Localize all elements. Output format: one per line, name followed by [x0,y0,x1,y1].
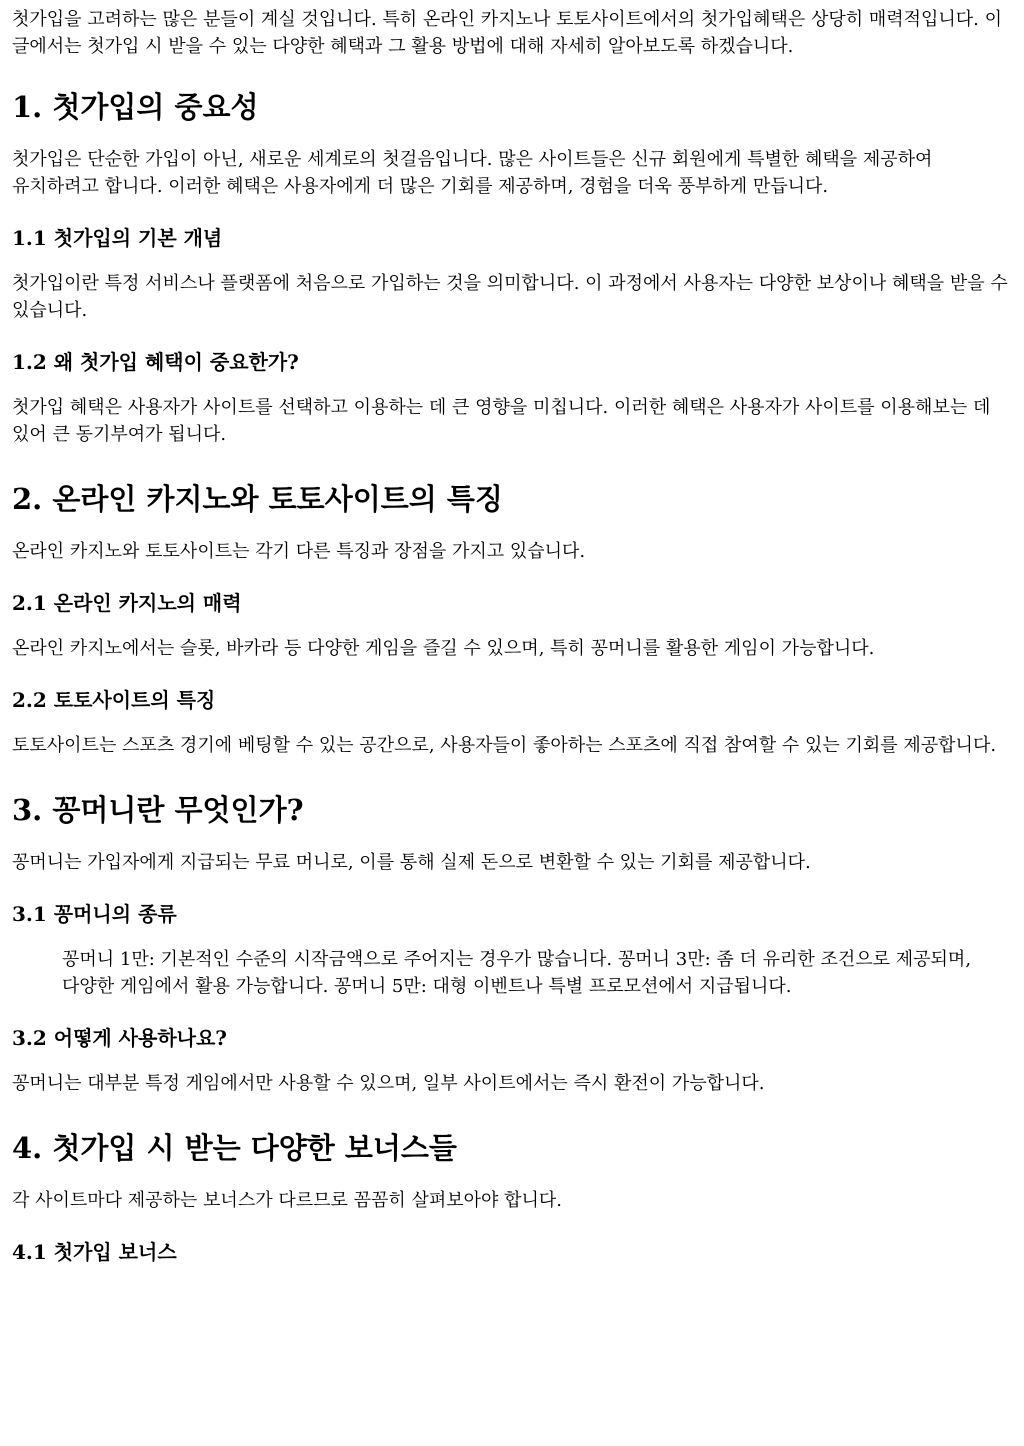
intro-paragraph: 첫가입을 고려하는 많은 분들이 계실 것입니다. 특히 온라인 카지노나 토토사이트에서의 첫가입혜택은 상당히 매력적입니다. 이 글에서는 첫가입 시 받을 수 있는 다양한 혜택과 그 활용 방법에 대해 자세히 알아보도록 하겠습니다. [12,9,1002,57]
subsection-3-1-quote: 꽁머니 1만: 기본적인 수준의 시작금액으로 주어지는 경우가 많습니다. 꽁머니 3만: 좀 더 유리한 조건으로 제공되며, 다양한 게임에서 활용 가능합니다. 꽁머니 5만: 대형 이벤트나 특별 프로모션에서 지급됩니다. [62,949,972,997]
subsection-2-1-paragraph: 온라인 카지노에서는 슬롯, 바카라 등 다양한 게임을 즐길 수 있으며, 특히 꽁머니를 활용한 게임이 가능합니다. [12,638,875,659]
section-4-paragraph: 각 사이트마다 제공하는 보너스가 다르므로 꼼꼼히 살펴보아야 합니다. [12,1190,563,1211]
subsection-2-1-heading: 2.1 온라인 카지노의 매력 [12,591,242,615]
subsection-3-2-paragraph: 꽁머니는 대부분 특정 게임에서만 사용할 수 있으며, 일부 사이트에서는 즉시 환전이 가능합니다. [12,1073,765,1094]
section-3-heading: 3. 꽁머니란 무엇인가? [12,793,304,827]
section-2-paragraph: 온라인 카지노와 토토사이트는 각기 다른 특징과 장점을 가지고 있습니다. [12,541,586,562]
subsection-4-1-heading: 4.1 첫가입 보너스 [12,1240,177,1264]
subsection-2-2-paragraph: 토토사이트는 스포츠 경기에 베팅할 수 있는 공간으로, 사용자들이 좋아하는 스포츠에 직접 참여할 수 있는 기회를 제공합니다. [12,735,997,756]
subsection-3-2-heading: 3.2 어떻게 사용하나요? [12,1026,227,1050]
subsection-1-1-paragraph: 첫가입이란 특정 서비스나 플랫폼에 처음으로 가입하는 것을 의미합니다. 이 과정에서 사용자는 다양한 보상이나 혜택을 받을 수 있습니다. [12,273,1008,321]
section-4-heading: 4. 첫가입 시 받는 다양한 보너스들 [12,1131,457,1165]
section-1-heading: 1. 첫가입의 중요성 [12,90,259,124]
section-3-paragraph: 꽁머니는 가입자에게 지급되는 무료 머니로, 이를 통해 실제 돈으로 변환할 수 있는 기회를 제공합니다. [12,852,811,873]
section-2-heading: 2. 온라인 카지노와 토토사이트의 특징 [12,482,503,516]
subsection-2-2-heading: 2.2 토토사이트의 특징 [12,688,216,712]
section-1-paragraph: 첫가입은 단순한 가입이 아닌, 새로운 세계로의 첫걸음입니다. 많은 사이트들은 신규 회원에게 특별한 혜택을 제공하여 유치하려고 합니다. 이러한 혜택은 사용자에게 더 많은 기회를 제공하며, 경험을 더욱 풍부하게 만듭니다. [12,149,933,197]
subsection-1-2-paragraph: 첫가입 혜택은 사용자가 사이트를 선택하고 이용하는 데 큰 영향을 미칩니다. 이러한 혜택은 사용자가 사이트를 이용해보는 데 있어 큰 동기부여가 됩니다. [12,397,991,445]
subsection-3-1-heading: 3.1 꽁머니의 종류 [12,902,177,926]
subsection-1-2-heading: 1.2 왜 첫가입 혜택이 중요한가? [12,350,299,374]
subsection-1-1-heading: 1.1 첫가입의 기본 개념 [12,226,223,250]
